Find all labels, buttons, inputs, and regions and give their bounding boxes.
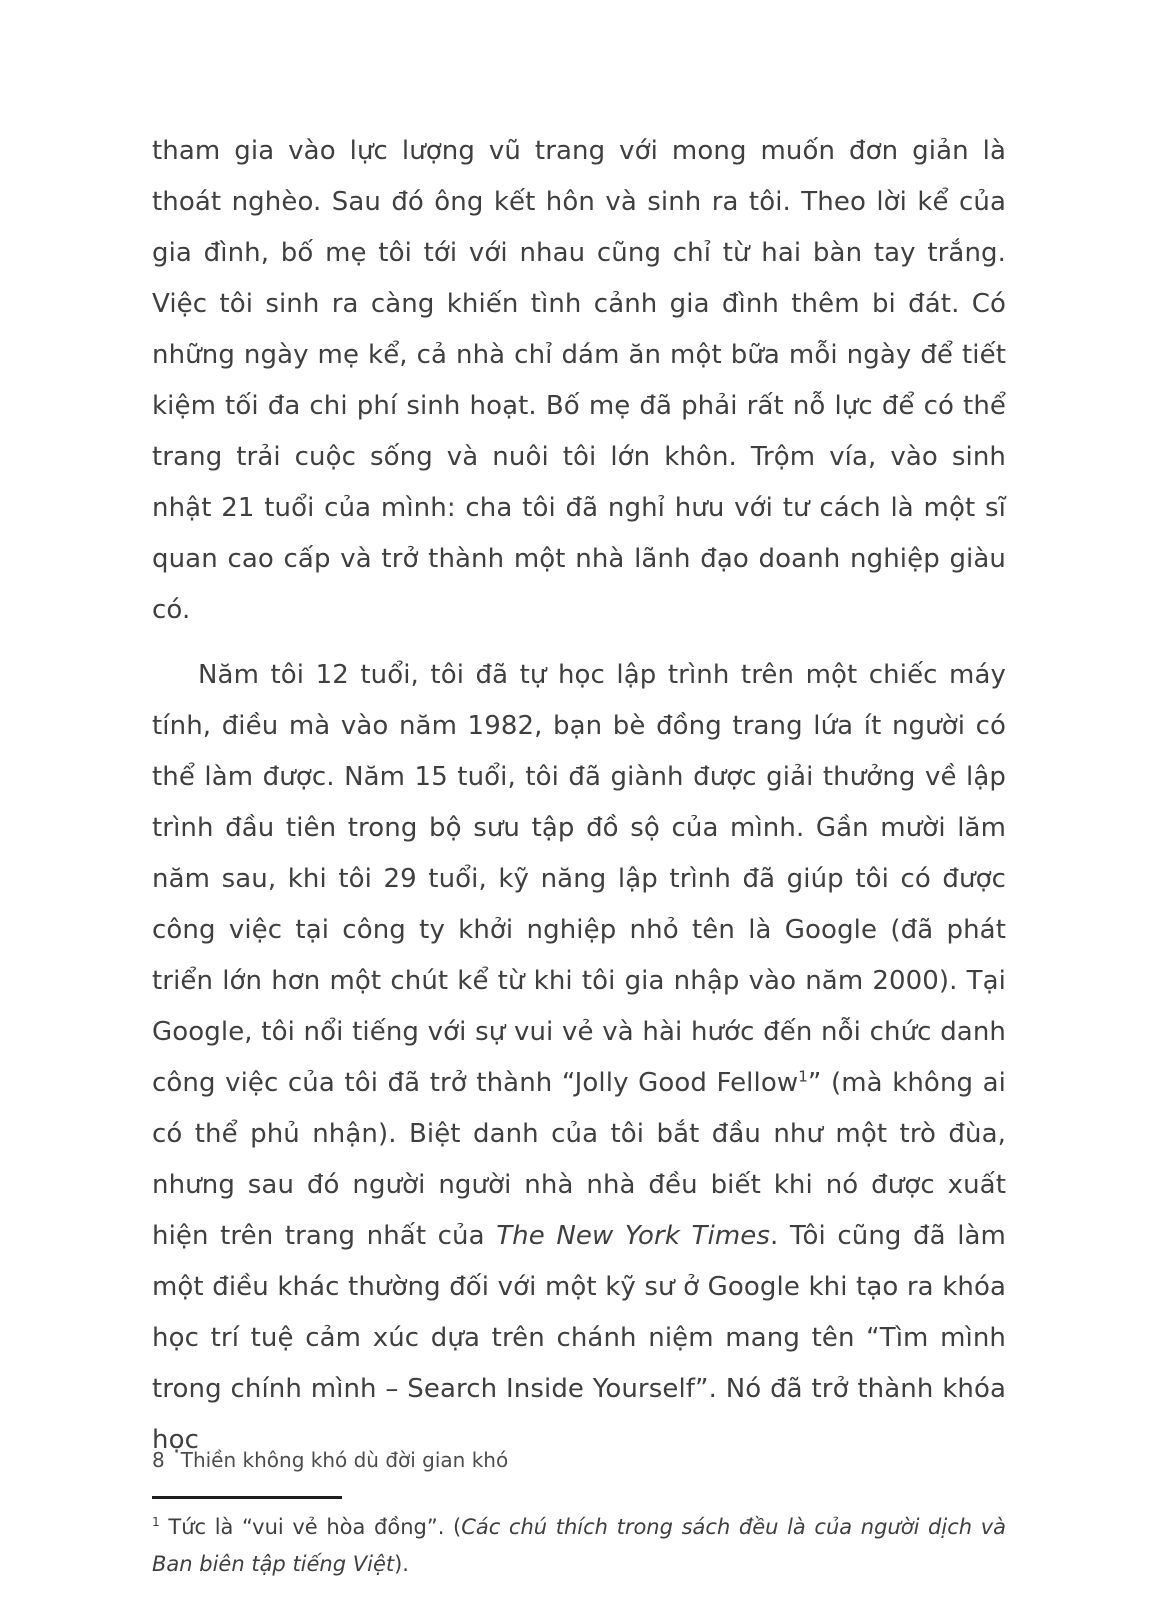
paragraph-1: tham gia vào lực lượng vũ trang với mong muốn đơn giản là thoát nghèo. Sau đó ông kết hôn và sinh ra tôi. Theo lời kể của gia đình, bố mẹ tôi tới với nhau cũng chỉ từ hai bàn tay trắng. Việc tôi sinh ra càng khiến tình cảnh gia đình thêm bi đát. Có những ngày mẹ kể, cả nhà chỉ dám ăn một bữa mỗi ngày để tiết kiệm tối đa chi phí sinh hoạt. Bố mẹ đã phải rất nỗ lực để có thể trang trải cuộc sống và nuôi tôi lớn khôn. Trộm vía, vào sinh nhật 21 tuổi của mình: cha tôi đã nghỉ hưu với tư cách là một sĩ quan cao cấp và trở thành một nhà lãnh đạo doanh nghiệp giàu có. <box>152 136 1006 625</box>
page-footer <box>152 1448 508 1472</box>
running-footer-title: Thiền không khó dù đời gian khó <box>180 1448 509 1472</box>
page-number: 8 <box>152 1448 165 1472</box>
paragraph-2: Năm tôi 12 tuổi, tôi đã tự học lập trình trên một chiếc máy tính, điều mà vào năm 1982, bạn bè đồng trang lứa ít người có thể làm được. Năm 15 tuổi, tôi đã giành được giải thưởng về lập trình đầu tiên trong bộ sưu tập đồ sộ của mình. Gần mười lăm năm sau, khi tôi 29 tuổi, kỹ năng lập trình đã giúp tôi có được công việc tại công ty khởi nghiệp nhỏ tên là Google (đã phát triển lớn hơn một chút kể từ khi tôi gia nhập vào năm 2000). Tại Google, tôi nổi tiếng với sự vui vẻ và hài hước đến nỗi chức danh công việc của tôi đã trở thành “Jolly Good Fellow$^1$” (mà không ai có thể phủ nhận). Biệt danh của tôi bắt đầu như một trò đùa, nhưng sau đó người người nhà nhà đều biết khi nó được xuất hiện trên trang nhất của The New York Times. Tôi cũng đã làm một điều khác thường đối với một kỹ sư ở Google khi tạo ra khóa học trí tuệ cảm xúc dựa trên chánh niệm mang tên “Tìm mình trong chính mình – Search Inside Yourself”. Nó đã trở thành khóa học <box>152 660 1006 1455</box>
footnote: $^1$ Tức là “vui vẻ hòa đồng”. (Các chú thích trong sách đều là của người dịch và Ban biên tập tiếng Việt). <box>152 1515 1006 1576</box>
footnote-divider <box>152 1496 342 1499</box>
